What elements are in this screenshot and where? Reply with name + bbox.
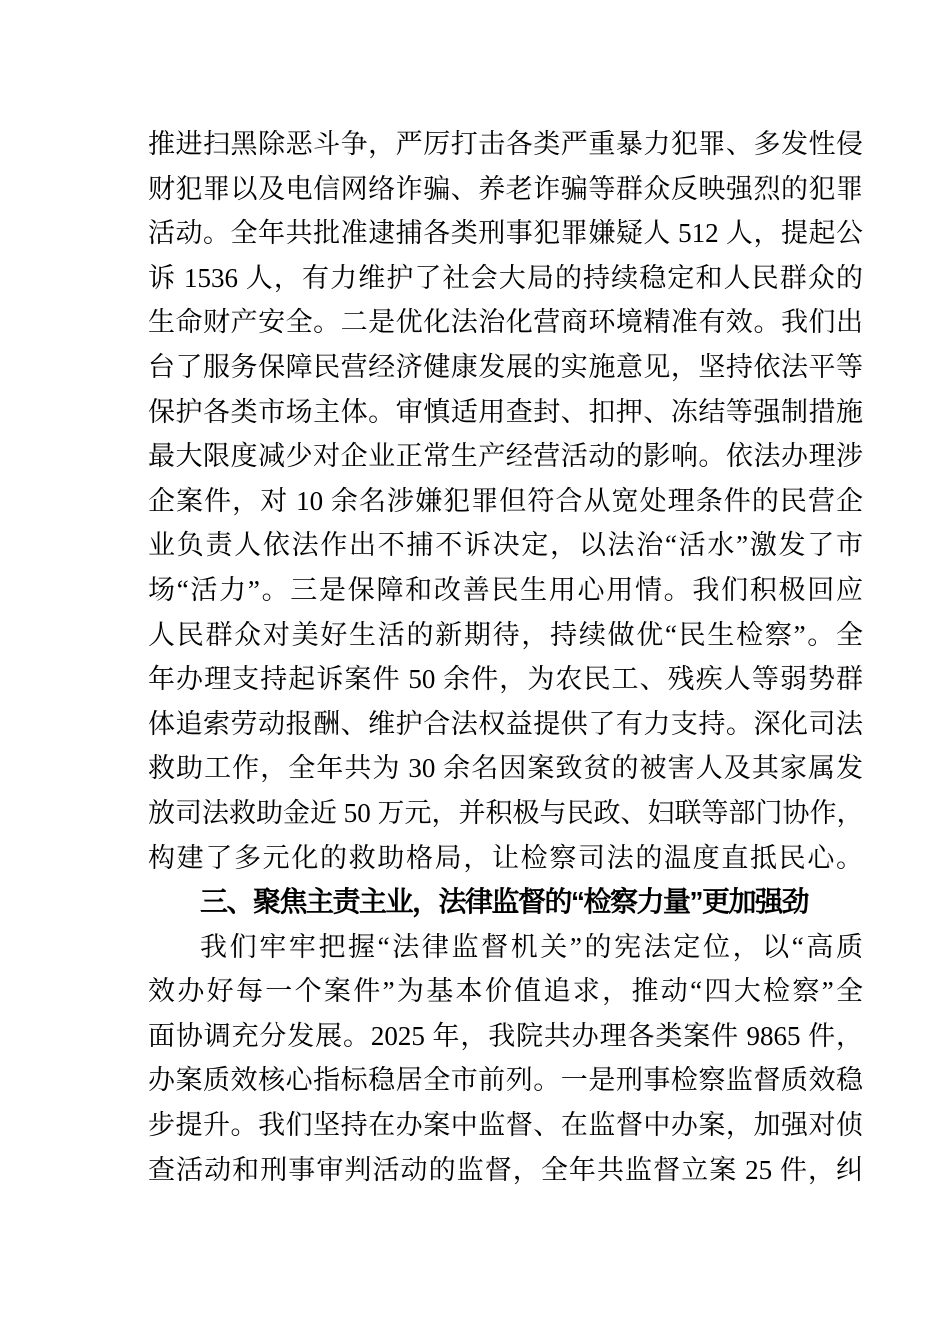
text-line: 查活动和刑事审判活动的监督，全年共监督立案 25 件，纠: [148, 1154, 863, 1185]
section-heading: 三、聚焦主责主业，法律监督的“检察力量”更加强劲: [200, 886, 809, 918]
text-line: 活动。全年共批准逮捕各类刑事犯罪嫌疑人 512 人，提起公: [148, 218, 863, 249]
text-line: 生命财产安全。二是优化法治化营商环境精准有效。我们出: [148, 307, 863, 338]
document-content: [148, 122, 863, 1192]
text-line: 放司法救助金近 50 万元，并积极与民政、妇联等部门协作，: [148, 797, 864, 828]
text-line: 年办理支持起诉案件 50 余件，为农民工、残疾人等弱势群: [148, 664, 863, 695]
text-line: 推进扫黑除恶斗争，严厉打击各类严重暴力犯罪、多发性侵: [148, 129, 863, 159]
text-line: 场“活力”。三是保障和改善民生用心用情。我们积极回应: [148, 574, 863, 605]
text-line: 业负责人依法作出不捕不诉决定，以法治“活水”激发了市: [148, 530, 863, 561]
text-line: 体追索劳动报酬、维护合法权益提供了有力支持。深化司法: [148, 708, 863, 739]
text-line: 台了服务保障民营经济健康发展的实施意见，坚持依法平等: [148, 351, 863, 382]
text-line: 办案质效核心指标稳居全市前列。一是刑事检察监督质效稳: [148, 1065, 863, 1096]
text-line: 保护各类市场主体。审慎适用查封、扣押、冻结等强制措施: [148, 396, 863, 427]
text-line: 面协调充分发展。2025 年，我院共办理各类案件 9865 件，: [148, 1020, 863, 1051]
text-line: 企案件，对 10 余名涉嫌犯罪但符合从宽处理条件的民营企: [148, 485, 863, 516]
text-line: 步提升。我们坚持在办案中监督、在监督中办案，加强对侦: [148, 1110, 863, 1141]
text-line: 救助工作，全年共为 30 余名因案致贫的被害人及其家属发: [148, 753, 863, 784]
text-line: 财犯罪以及电信网络诈骗、养老诈骗等群众反映强烈的犯罪: [148, 173, 863, 204]
text-line: 效办好每一个案件”为基本价值追求，推动“四大检察”全: [148, 976, 863, 1007]
text-line: 人民群众对美好生活的新期待，持续做优“民生检察”。全: [148, 619, 863, 650]
text-line: 最大限度减少对企业正常生产经营活动的影响。依法办理涉: [148, 441, 863, 472]
text-line: 构建了多元化的救助格局，让检察司法的温度直抵民心。: [148, 842, 863, 873]
text-line: 诉 1536 人，有力维护了社会大局的持续稳定和人民群众的: [148, 262, 863, 293]
text-line: 我们牢牢把握“法律监督机关”的宪法定位，以“高质: [200, 931, 863, 962]
